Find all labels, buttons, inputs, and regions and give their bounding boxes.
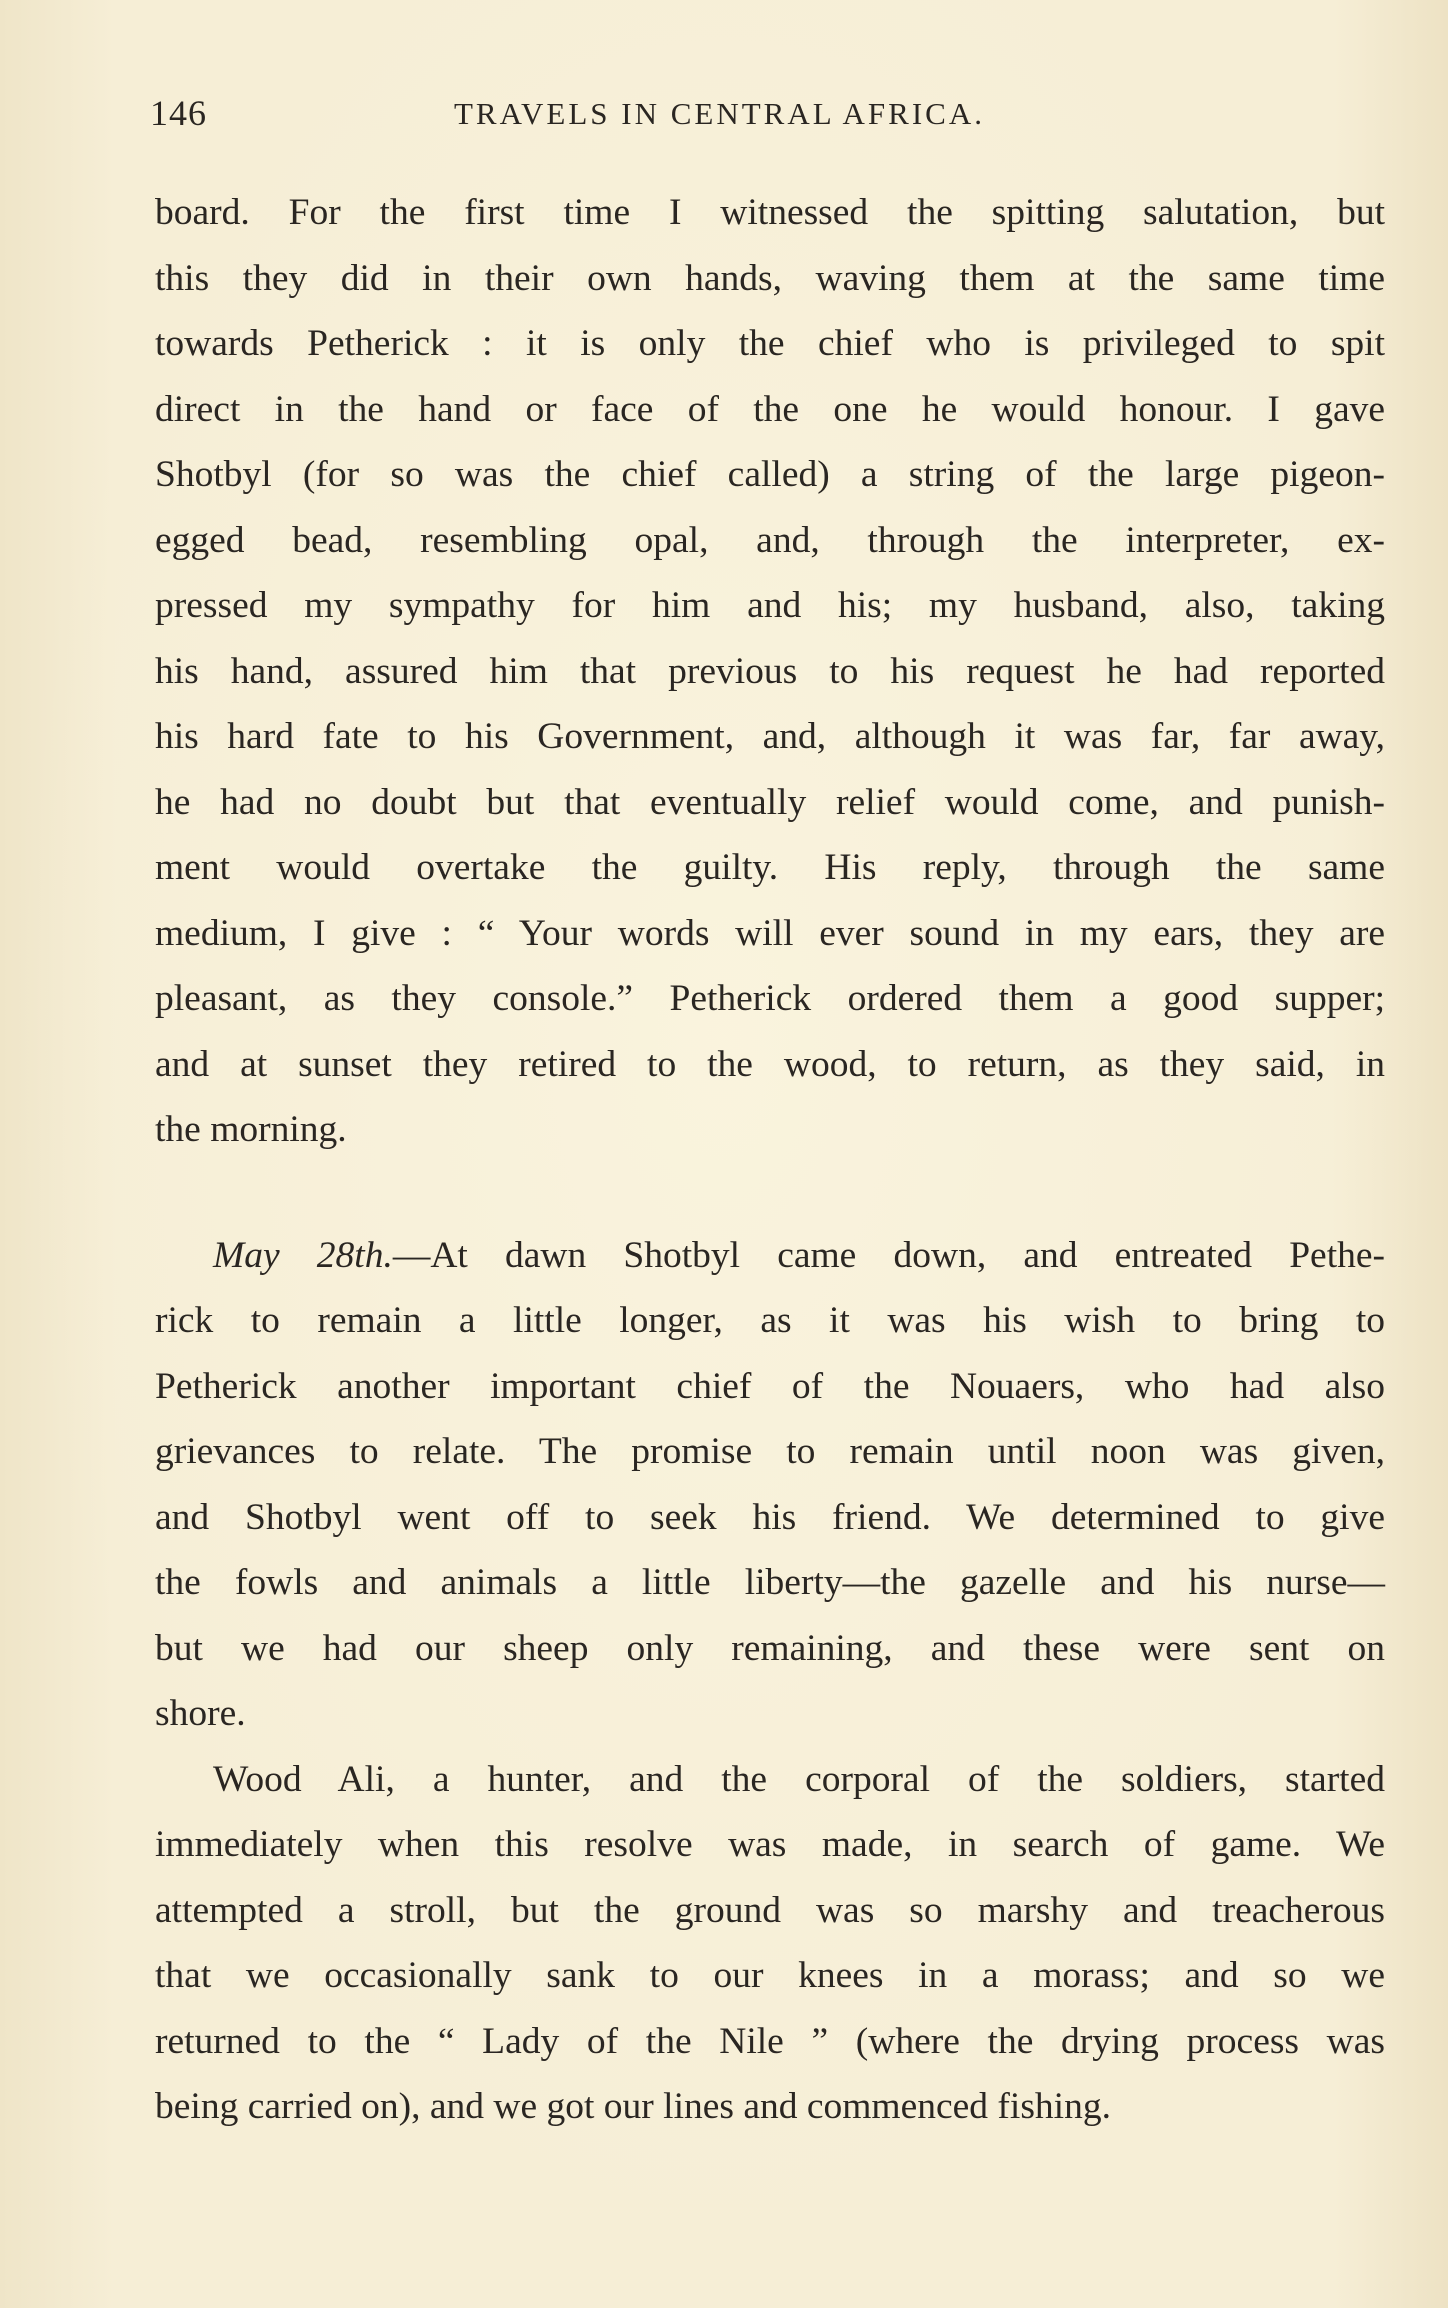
text-line: the morning.	[155, 1109, 347, 1150]
text-line: attempted a stroll, but the ground was so marshy and treacherous	[155, 1889, 1385, 1931]
text-line: towards Petherick : it is only the chief who is privileged to spit	[155, 323, 1385, 364]
text-line: medium, I give : “ Your words will ever sound in my ears, they are	[155, 912, 1385, 954]
text-line: his hard fate to his Government, and, although it was far, far away,	[155, 716, 1385, 757]
text-line: shore.	[155, 1693, 246, 1734]
text-line: direct in the hand or face of the one he would honour. I gave	[155, 388, 1385, 430]
paragraph-2	[155, 1223, 1385, 1747]
running-title: TRAVELS IN CENTRAL AFRICA.	[454, 96, 985, 131]
text-line: rick to remain a little longer, as it was his wish to bring to	[155, 1300, 1385, 1341]
entry-date: May 28th.	[213, 1234, 393, 1276]
text-line: board. For the first time I witnessed the spitting salutation, but	[155, 192, 1385, 233]
paragraph-1	[155, 180, 1385, 1163]
text-line: and at sunset they retired to the wood, to return, as they said, in	[155, 1043, 1385, 1085]
text-line: pressed my sympathy for him and his; my husband, also, taking	[155, 585, 1385, 626]
text-line: egged bead, resembling opal, and, through the interpreter, ex-	[155, 519, 1385, 561]
text-line: ment would overtake the guilty. His reply, through the same	[155, 847, 1385, 888]
paragraph-gap	[155, 1163, 1385, 1223]
body-text	[155, 180, 1385, 2140]
text-line: he had no doubt but that eventually relief would come, and punish-	[155, 781, 1385, 823]
text-line: his hand, assured him that previous to his request he had reported	[155, 650, 1385, 692]
text-line: pleasant, as they console.” Petherick ordered them a good supper;	[155, 978, 1385, 1019]
text-line: immediately when this resolve was made, in search of game. We	[155, 1824, 1385, 1865]
text-line: grievances to relate. The promise to remain until noon was given,	[155, 1431, 1385, 1472]
text-line: being carried on), and we got our lines and commenced fishing.	[155, 2086, 1111, 2127]
text-line: Shotbyl (for so was the chief called) a string of the large pigeon-	[155, 454, 1385, 495]
text-line: but we had our sheep only remaining, and these were sent on	[155, 1627, 1385, 1669]
page-number: 146	[150, 93, 207, 133]
text-line: returned to the “ Lady of the Nile ” (where the drying process was	[155, 2020, 1385, 2062]
text-line: Petherick another important chief of the Nouaers, who had also	[155, 1365, 1385, 1407]
text-line: that we occasionally sank to our knees in a morass; and so we	[155, 1955, 1385, 1996]
running-head	[150, 92, 1390, 132]
text-line: Wood Ali, a hunter, and the corporal of the soldiers, started	[213, 1758, 1385, 1800]
entry-first-line: —At dawn Shotbyl came down, and entreated Pethe-	[392, 1234, 1385, 1276]
paragraph-3	[155, 1747, 1385, 2140]
text-line: the fowls and animals a little liberty—the gazelle and his nurse—	[155, 1562, 1385, 1603]
text-line-dated	[155, 1223, 1385, 1289]
text-line: this they did in their own hands, waving them at the same time	[155, 257, 1385, 299]
text-line: and Shotbyl went off to seek his friend. We determined to give	[155, 1496, 1385, 1538]
